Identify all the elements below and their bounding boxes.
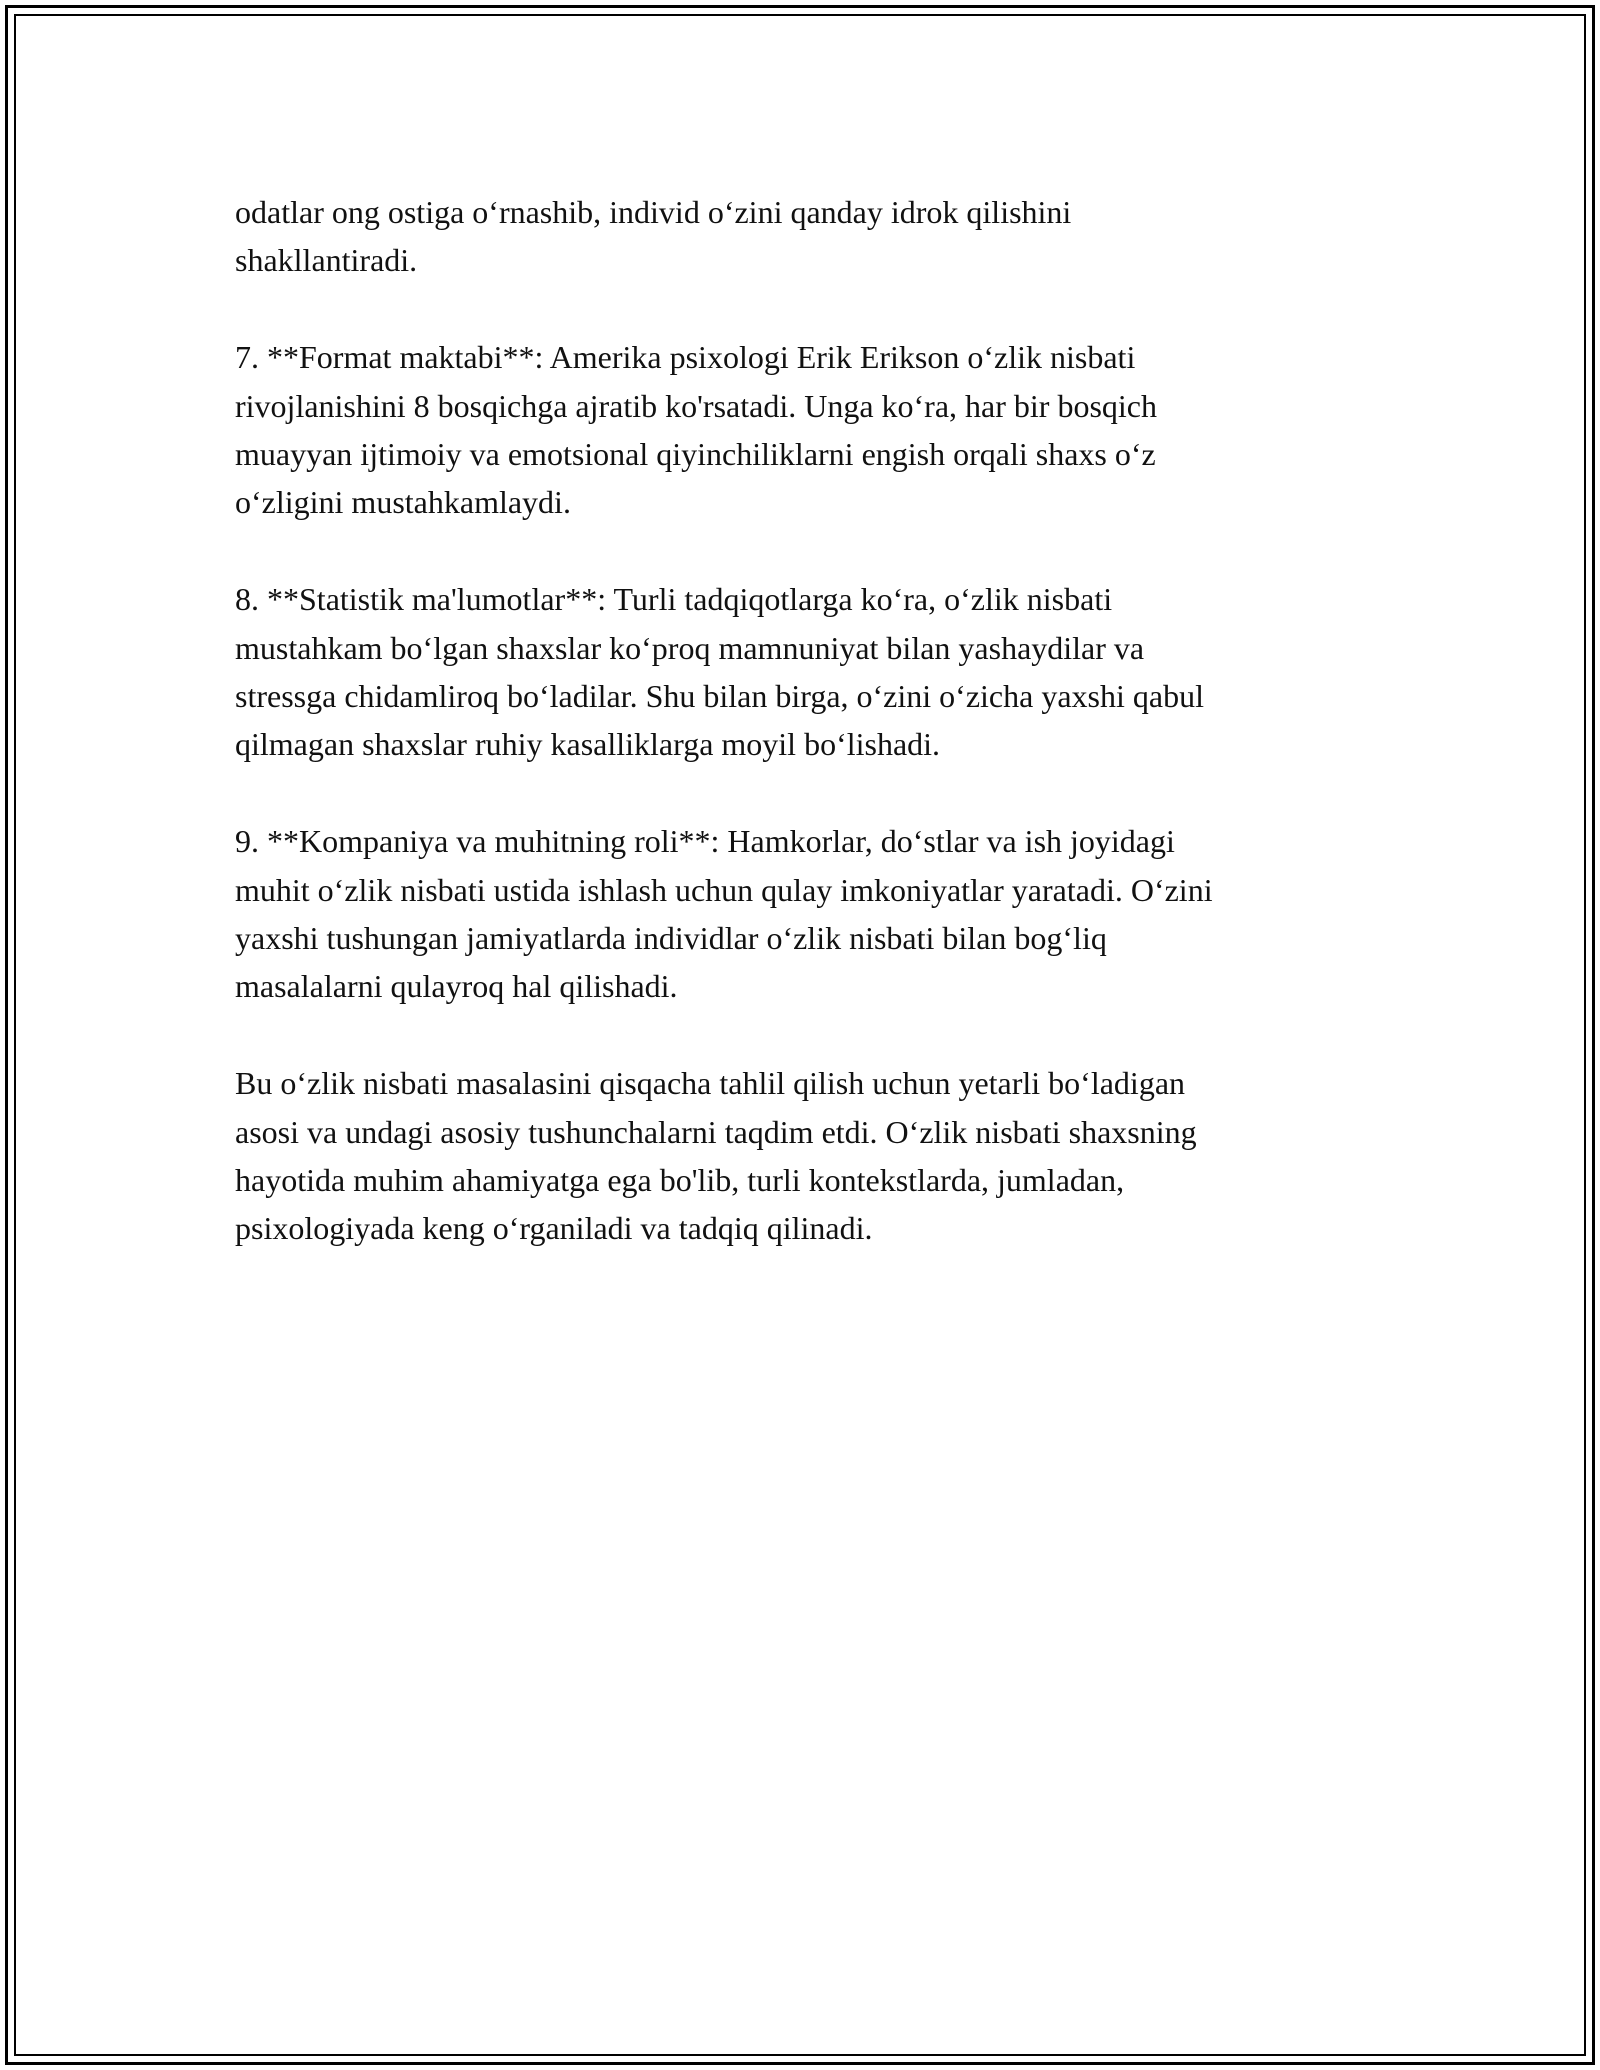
text-line: hayotida muhim ahamiyatga ega bo'lib, turli kontekstlarda, jumladan, xyxy=(235,1162,1125,1199)
text-line: o‘zligini mustahkamlaydi. xyxy=(235,484,571,521)
text-line: muhit o‘zlik nisbati ustida ishlash uchun qulay imkoniyatlar yaratadi. O‘zini xyxy=(235,871,1213,908)
text-line: odatlar ong ostiga o‘rnashib, individ o‘zini qanday idrok qilishini xyxy=(235,194,1072,230)
text-line: mustahkam bo‘lgan shaxslar ko‘proq mamnuniyat bilan yashaydilar va xyxy=(235,629,1145,666)
paragraph-item-9 xyxy=(235,817,1370,1011)
text-line: yaxshi tushungan jamiyatlarda individlar o‘zlik nisbati bilan bog‘liq xyxy=(235,920,1107,957)
paragraph-continuation xyxy=(235,188,1370,285)
text-line: stressga chidamliroq bo‘ladilar. Shu bilan birga, o‘zini o‘zicha yaxshi qabul xyxy=(235,678,1204,715)
text-line: asosi va undagi asosiy tushunchalarni taqdim etdi. O‘zlik nisbati shaxsning xyxy=(235,1113,1197,1150)
paragraph-item-8 xyxy=(235,575,1370,769)
text-line: shakllantiradi. xyxy=(235,242,418,279)
text-line: 9. **Kompaniya va muhitning roli**: Hamkorlar, do‘stlar va ish joyidagi xyxy=(235,823,1175,860)
text-line: Bu o‘zlik nisbati masalasini qisqacha tahlil qilish uchun yetarli bo‘ladigan xyxy=(235,1065,1186,1102)
document-body xyxy=(235,188,1370,1301)
text-line: psixologiyada keng o‘rganiladi va tadqiq qilinadi. xyxy=(235,1210,873,1247)
text-line: rivojlanishini 8 bosqichga ajratib ko'rsatadi. Unga ko‘ra, har bir bosqich xyxy=(235,387,1157,424)
text-line: 7. **Format maktabi**: Amerika psixologi Erik Erikson o‘zlik nisbati xyxy=(235,339,1136,376)
text-line: masalalarni qulayroq hal qilishadi. xyxy=(235,968,678,1005)
paragraph-item-7 xyxy=(235,333,1370,527)
text-line: qilmagan shaxslar ruhiy kasalliklarga moyil bo‘lishadi. xyxy=(235,726,941,763)
text-line: 8. **Statistik ma'lumotlar**: Turli tadqiqotlarga ko‘ra, o‘zlik nisbati xyxy=(235,581,1113,618)
text-line: muayyan ijtimoiy va emotsional qiyinchiliklarni engish orqali shaxs o‘z xyxy=(235,436,1156,473)
paragraph-conclusion xyxy=(235,1059,1370,1253)
